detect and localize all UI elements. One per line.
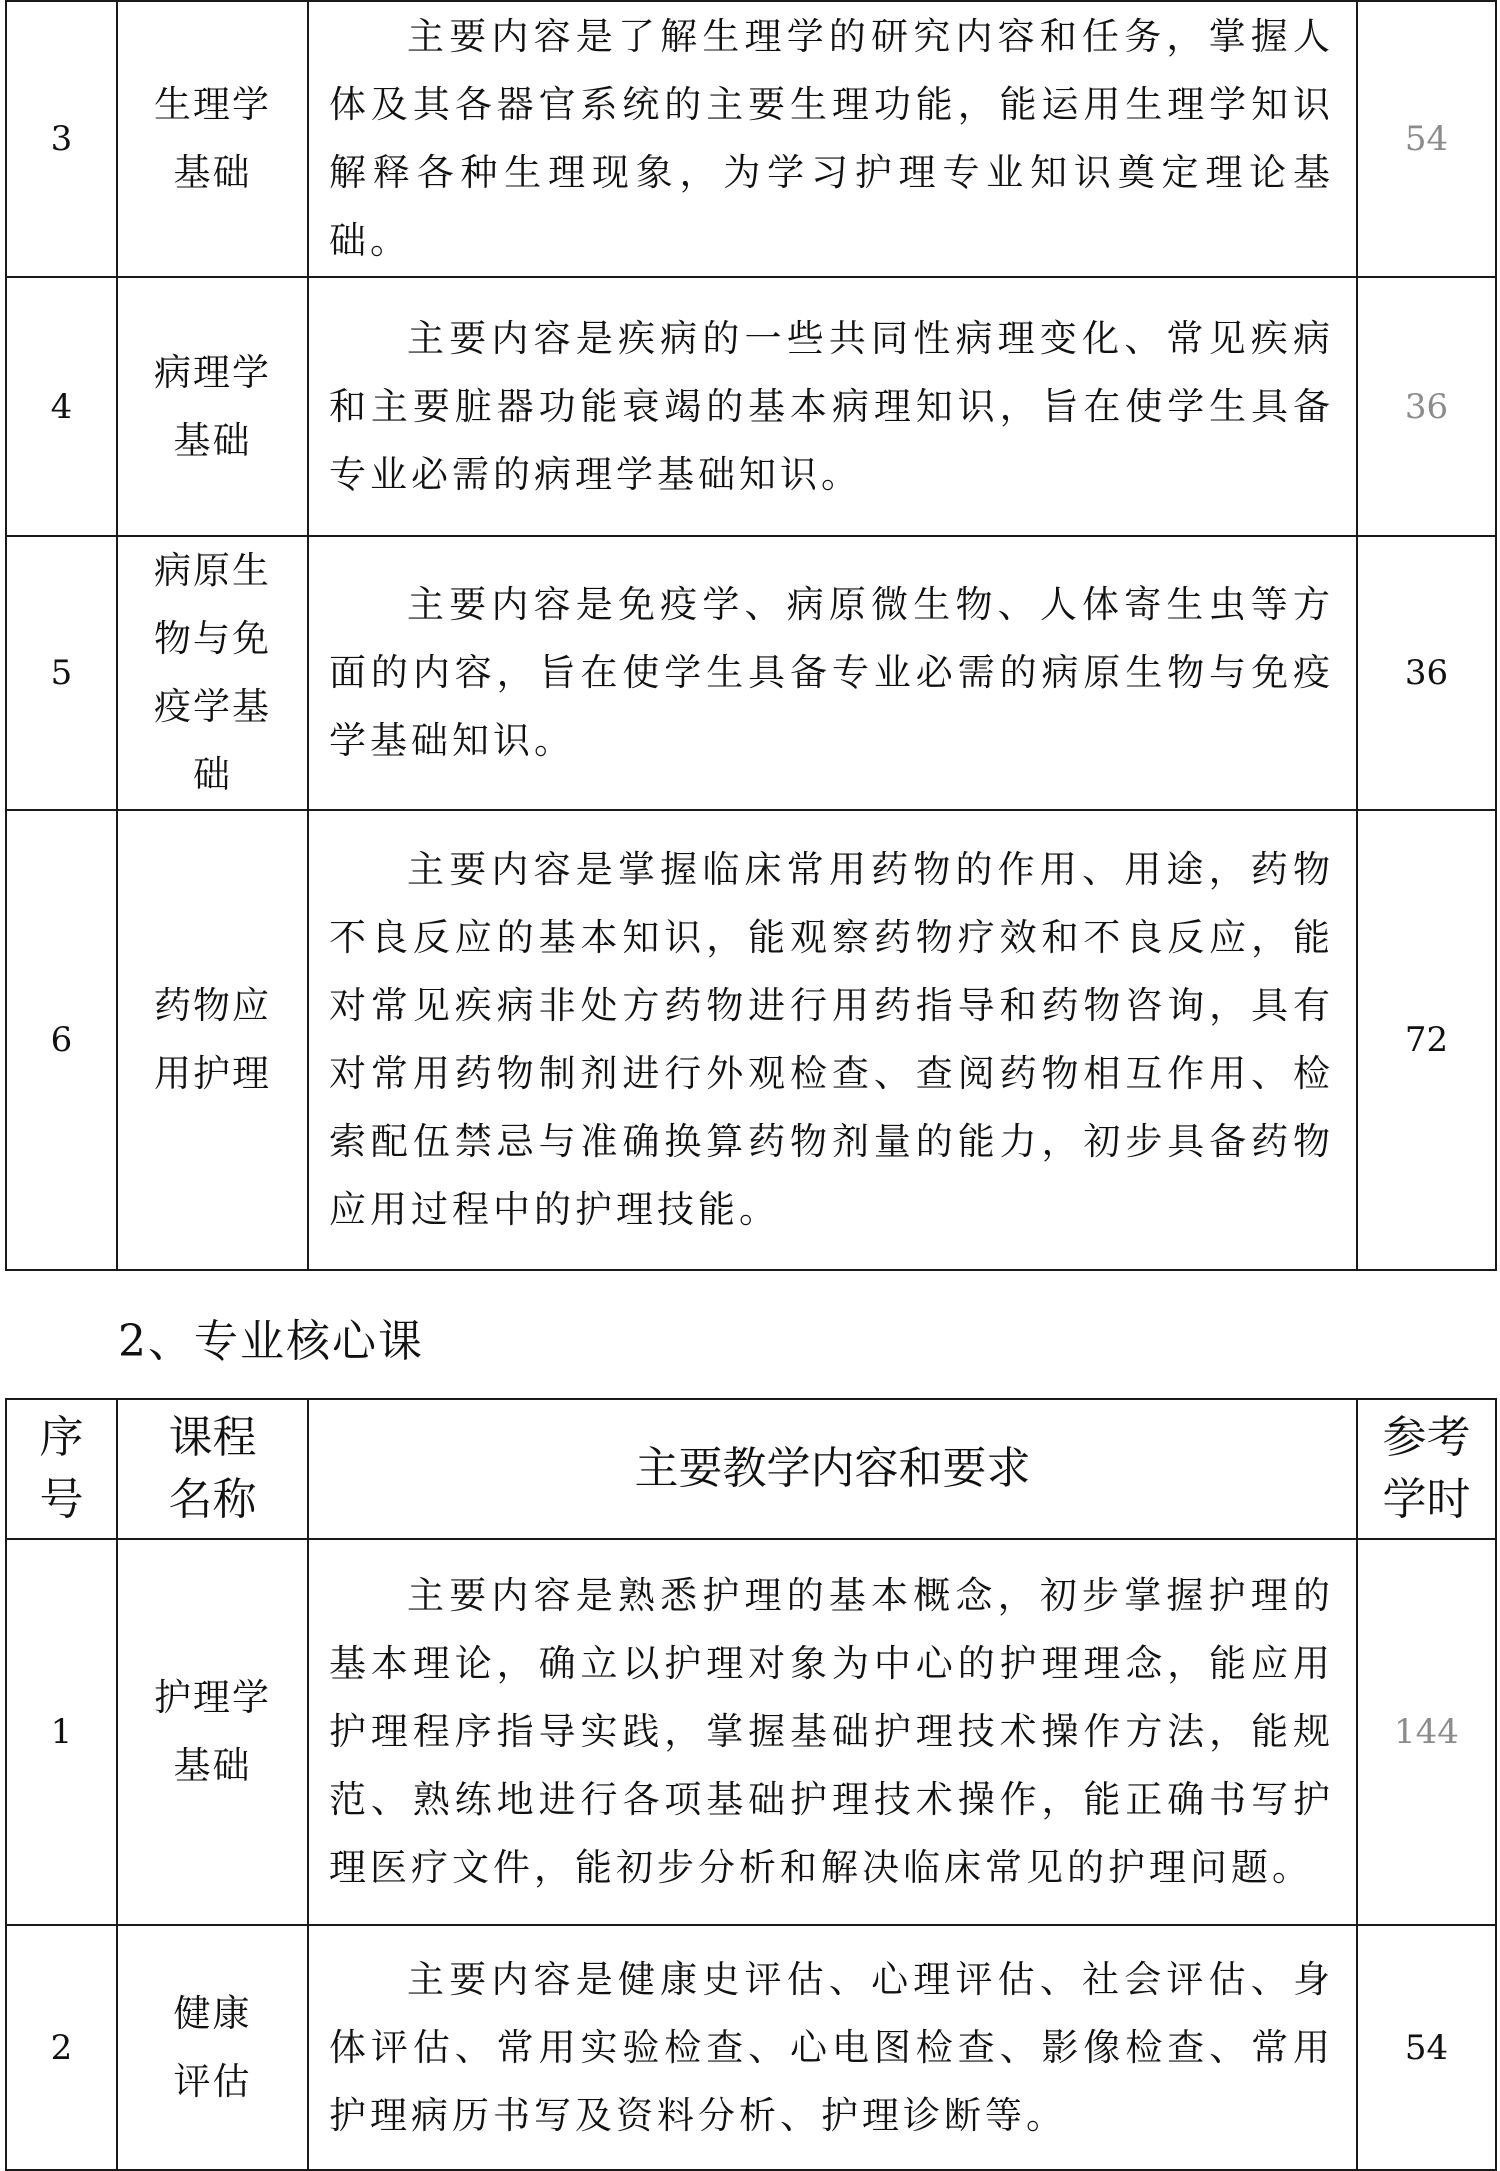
course-content-text: 主要内容是掌握临床常用药物的作用、用途，药物不良反应的基本知识，能观察药物疗效和不良反应，能对常见疾病非处方药物进行用药指导和药物咨询，具有对常用药物制剂进行外观检查、查阅药物相互作用、检索配伍禁忌与准确换算药物剂量的能力，初步具备药物应用过程中的护理技能。	[329, 848, 1334, 1231]
row-number: 4	[6, 277, 117, 536]
course-content-text: 主要内容是了解生理学的研究内容和任务，掌握人体及其各器官系统的主要生理功能，能运用生理学知识解释各种生理现象，为学习护理专业知识奠定理论基础。	[329, 15, 1334, 262]
course-hours: 54	[1357, 1925, 1496, 2170]
course-content-text: 主要内容是健康史评估、心理评估、社会评估、身体评估、常用实验检查、心电图检查、影像检查、常用护理病历书写及资料分析、护理诊断等。	[329, 1957, 1334, 2137]
course-content-text: 主要内容是疾病的一些共同性病理变化、常见疾病和主要脏器功能衰竭的基本病理知识，旨在使学生具备专业必需的病理学基础知识。	[329, 316, 1334, 496]
course-content	[308, 277, 1357, 536]
section-title: 2、专业核心课	[118, 1316, 424, 1367]
row-number: 5	[6, 536, 117, 810]
table-row	[6, 810, 1496, 1270]
course-hours: 36	[1357, 536, 1496, 810]
table-header-row	[6, 1399, 1496, 1539]
table-row	[6, 277, 1496, 536]
row-number: 6	[6, 810, 117, 1270]
course-name-text: 健康评估	[173, 1991, 252, 2103]
table-row	[6, 1925, 1496, 2170]
header-hours-text: 参考学时	[1382, 1412, 1471, 1525]
course-name	[117, 277, 308, 536]
header-course-name-text: 课程名称	[168, 1412, 257, 1525]
header-course-name	[117, 1399, 308, 1539]
course-name	[117, 1, 308, 277]
course-content	[308, 1925, 1357, 2170]
course-name	[117, 810, 308, 1270]
course-table-basic	[5, 0, 1497, 1271]
course-hours: 144	[1357, 1539, 1496, 1925]
course-content-text: 主要内容是熟悉护理的基本概念，初步掌握护理的基本理论，确立以护理对象为中心的护理理念，能应用护理程序指导实践，掌握基础护理技术操作方法，能规范、熟练地进行各项基础护理技术操作，能正确书写护理医疗文件，能初步分析和解决临床常见的护理问题。	[329, 1574, 1334, 1889]
course-content	[308, 536, 1357, 810]
course-name	[117, 536, 308, 810]
table-row	[6, 1539, 1496, 1925]
course-name	[117, 1539, 308, 1925]
table-row	[6, 1, 1496, 277]
row-number: 1	[6, 1539, 117, 1925]
course-hours: 54	[1357, 1, 1496, 277]
header-number	[6, 1399, 117, 1539]
course-hours: 36	[1357, 277, 1496, 536]
course-hours: 72	[1357, 810, 1496, 1270]
course-name-text: 病理学基础	[154, 350, 271, 462]
course-content-text: 主要内容是免疫学、病原微生物、人体寄生虫等方面的内容，旨在使学生具备专业必需的病原生物与免疫学基础知识。	[329, 583, 1334, 762]
course-content	[308, 1, 1357, 277]
header-content: 主要教学内容和要求	[308, 1399, 1357, 1539]
course-name-text: 生理学基础	[154, 83, 271, 194]
course-name-text: 药物应用护理	[154, 984, 271, 1095]
course-name	[117, 1925, 308, 2170]
header-number-text: 序号	[39, 1412, 84, 1525]
row-number: 2	[6, 1925, 117, 2170]
table-row	[6, 536, 1496, 810]
header-hours	[1357, 1399, 1496, 1539]
course-name-text: 护理学基础	[154, 1676, 271, 1787]
course-name-text: 病原生物与免疫学基础	[154, 549, 271, 796]
course-table-core	[5, 1398, 1497, 2171]
row-number: 3	[6, 1, 117, 277]
course-content	[308, 1539, 1357, 1925]
course-content	[308, 810, 1357, 1270]
